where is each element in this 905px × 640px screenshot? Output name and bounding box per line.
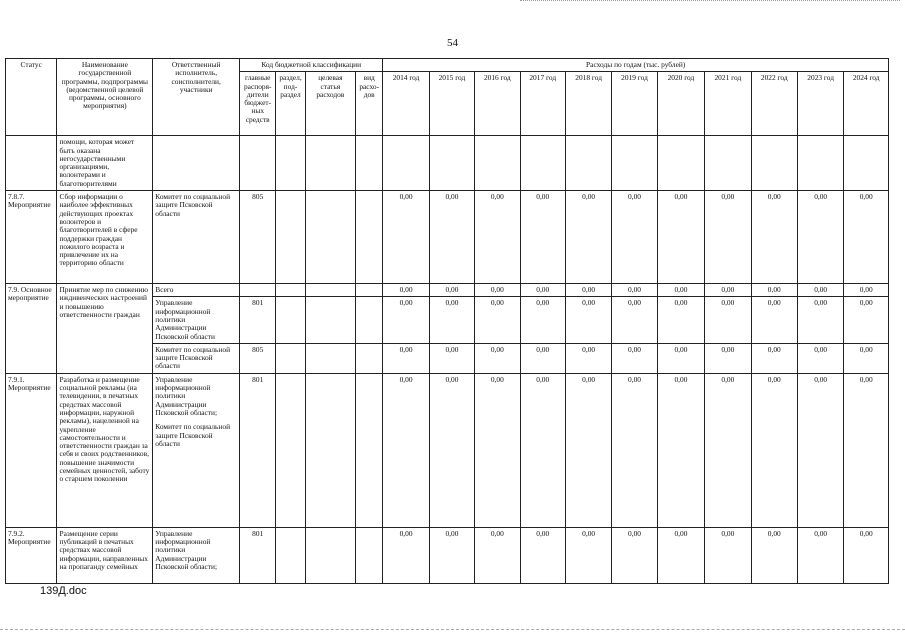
amount-cell: 0,00: [751, 373, 797, 527]
year-header: 2022 год: [751, 72, 797, 136]
row-resp-total: Всего: [153, 284, 240, 297]
amount-cell: 0,00: [844, 284, 889, 297]
amount-cell: 0,00: [705, 191, 751, 284]
amount-cell: 0,00: [612, 373, 657, 527]
amount-cell: 0,00: [751, 297, 797, 343]
amount-cell: 0,00: [844, 191, 889, 284]
amount-cell: 0,00: [475, 297, 520, 343]
col-name: Наименование государственной программы, подпрограммы (ведомственной целевой программы, основного мероприятия): [57, 59, 153, 136]
amount-cell: 0,00: [383, 284, 429, 297]
row-name: помощи, которая может быть оказана негосударственными организациями, волонтерами и благотворителями: [57, 136, 153, 191]
resp-b: Комитет по социальной защите Псковской области: [155, 422, 231, 448]
amount-cell: 0,00: [565, 191, 611, 284]
resp-a: Управление информационной политики Администрации Псковской области;: [155, 374, 218, 417]
amount-cell: 0,00: [657, 284, 704, 297]
amount-cell: 0,00: [797, 373, 843, 527]
row-name: Размещение серии публикаций в печатных средствах массовой информации, направленных на пропаганду семейных: [57, 527, 153, 583]
amount-cell: 0,00: [565, 284, 611, 297]
amount-cell: 0,00: [429, 343, 474, 373]
amount-cell: 0,00: [612, 284, 657, 297]
budget-table: [5, 58, 889, 584]
col-kbk-rz: раздел, под-раздел: [276, 72, 305, 136]
amount-cell: 0,00: [520, 373, 565, 527]
col-kbk-cs: целевая статья расходов: [305, 72, 355, 136]
amount-cell: 0,00: [475, 373, 520, 527]
row-resp: Комитет по социальной защите Псковской области: [153, 191, 240, 284]
year-header: 2017 год: [520, 72, 565, 136]
year-header: 2024 год: [844, 72, 889, 136]
table-row: [6, 136, 889, 191]
amount-cell: 0,00: [844, 343, 889, 373]
row-name: Принятие мер по снижению иждивенческих настроений и повышению ответственности граждан: [57, 284, 153, 374]
row-gr: 805: [240, 191, 276, 284]
amount-cell: 0,00: [751, 284, 797, 297]
table-row: [6, 284, 889, 297]
amount-cell: 0,00: [383, 297, 429, 343]
amount-cell: 0,00: [475, 284, 520, 297]
amount-cell: 0,00: [383, 343, 429, 373]
row-name: Разработка и размещение социальной рекламы (на телевидении, в печатных средствах массовой информации, наружной рекламы), нацеленной на укрепление самостоятельности и ответственности граждан за себя и своих родственников, повышение значимости семейных ценностей, заботу о старшем поколении: [57, 373, 153, 527]
row-resp: Управление информационной политики Администрации Псковской области;: [153, 527, 240, 583]
amount-cell: 0,00: [657, 297, 704, 343]
table-row: [6, 527, 889, 583]
year-header: 2019 год: [612, 72, 657, 136]
year-header: 2015 год: [429, 72, 474, 136]
amount-cell: 0,00: [797, 527, 843, 583]
amount-cell: 0,00: [797, 297, 843, 343]
amount-cell: 0,00: [705, 373, 751, 527]
row-status: 7.9.1. Мероприятие: [6, 373, 57, 527]
row-status: 7.9.2. Мероприятие: [6, 527, 57, 583]
amount-cell: 0,00: [657, 527, 704, 583]
year-header: 2016 год: [475, 72, 520, 136]
amount-cell: 0,00: [429, 373, 474, 527]
year-header: 2021 год: [705, 72, 751, 136]
amount-cell: 0,00: [383, 373, 429, 527]
amount-cell: 0,00: [612, 343, 657, 373]
amount-cell: 0,00: [705, 527, 751, 583]
amount-cell: 0,00: [844, 297, 889, 343]
amount-cell: 0,00: [612, 297, 657, 343]
amount-cell: 0,00: [520, 343, 565, 373]
row-resp: Управление информационной политики Администрации Псковской области: [153, 297, 240, 343]
amount-cell: 0,00: [429, 284, 474, 297]
row-status: 7.9. Основное мероприятие: [6, 284, 57, 374]
col-kbk-gr: главные распоря-дители бюджет-ных средств: [240, 72, 276, 136]
col-kbk-vr: вид расхо-дов: [356, 72, 383, 136]
amount-cell: 0,00: [475, 191, 520, 284]
row-status: 7.8.7. Мероприятие: [6, 191, 57, 284]
table-row: [6, 191, 889, 284]
bottom-edge-line: [0, 629, 905, 632]
col-kbk: Код бюджетной классификации: [240, 59, 383, 72]
amount-cell: 0,00: [705, 284, 751, 297]
row-gr: 801: [240, 527, 276, 583]
amount-cell: 0,00: [520, 297, 565, 343]
amount-cell: 0,00: [797, 284, 843, 297]
row-resp: Комитет по социальной защите Псковской области: [153, 343, 240, 373]
amount-cell: 0,00: [844, 373, 889, 527]
year-header: 2014 год: [383, 72, 429, 136]
year-header: 2018 год: [565, 72, 611, 136]
amount-cell: 0,00: [657, 343, 704, 373]
row-gr: 801: [240, 373, 276, 527]
amount-cell: 0,00: [565, 297, 611, 343]
amount-cell: 0,00: [612, 191, 657, 284]
row-name: Сбор информации о наиболее эффективных действующих проектах волонтеров и благотворителей в сфере поддержки граждан пожилого возраста и привлечение их на территорию области: [57, 191, 153, 284]
amount-cell: 0,00: [429, 527, 474, 583]
amount-cell: 0,00: [520, 284, 565, 297]
amount-cell: 0,00: [565, 373, 611, 527]
amount-cell: 0,00: [429, 191, 474, 284]
amount-cell: 0,00: [612, 527, 657, 583]
top-edge-line: [520, 0, 900, 3]
row-resp: [153, 373, 240, 527]
year-header: 2023 год: [797, 72, 843, 136]
amount-cell: 0,00: [751, 343, 797, 373]
amount-cell: 0,00: [797, 343, 843, 373]
amount-cell: 0,00: [797, 191, 843, 284]
col-expenses: Расходы по годам (тыс. рублей): [383, 59, 889, 72]
amount-cell: 0,00: [383, 191, 429, 284]
amount-cell: 0,00: [657, 191, 704, 284]
amount-cell: 0,00: [751, 527, 797, 583]
table-row: [6, 373, 889, 527]
amount-cell: 0,00: [751, 191, 797, 284]
page-number: 54: [447, 37, 458, 49]
amount-cell: 0,00: [475, 343, 520, 373]
amount-cell: 0,00: [565, 343, 611, 373]
amount-cell: 0,00: [429, 297, 474, 343]
year-header: 2020 год: [657, 72, 704, 136]
amount-cell: 0,00: [705, 343, 751, 373]
amount-cell: 0,00: [705, 297, 751, 343]
amount-cell: 0,00: [520, 527, 565, 583]
amount-cell: 0,00: [657, 373, 704, 527]
file-name-footer: 139Д.doc: [40, 585, 87, 597]
col-status: Статус: [6, 59, 57, 136]
amount-cell: 0,00: [520, 191, 565, 284]
amount-cell: 0,00: [844, 527, 889, 583]
amount-cell: 0,00: [475, 527, 520, 583]
amount-cell: 0,00: [565, 527, 611, 583]
row-gr: 805: [240, 343, 276, 373]
row-gr: 801: [240, 297, 276, 343]
amount-cell: 0,00: [383, 527, 429, 583]
col-resp: Ответственный исполнитель, соисполнители, участники: [153, 59, 240, 136]
